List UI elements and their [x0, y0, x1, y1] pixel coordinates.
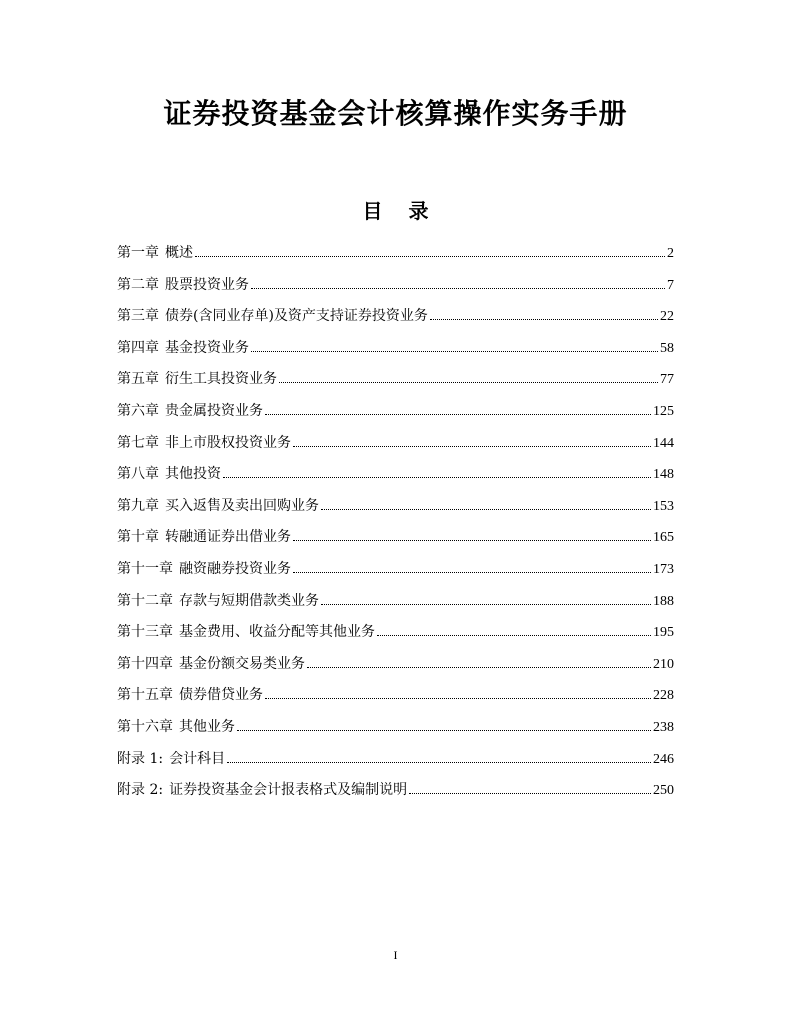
- toc-leader: [279, 382, 658, 383]
- toc-page: 77: [660, 372, 674, 388]
- toc-chapter: 第十三章: [117, 624, 173, 641]
- toc-leader: [223, 477, 651, 478]
- toc-title: 概述: [165, 245, 193, 261]
- toc-title: 债券(含同业存单)及资产支持证券投资业务: [165, 308, 428, 325]
- document-title: 证券投资基金会计核算操作实务手册: [163, 97, 628, 130]
- toc-page: 246: [653, 751, 674, 767]
- toc-title: 债券借贷业务: [179, 687, 263, 704]
- toc-chapter: 第三章: [117, 308, 159, 325]
- toc-title: 融资融券投资业务: [179, 560, 291, 577]
- toc-entry-7[interactable]: [117, 433, 674, 465]
- toc-title: 基金费用、收益分配等其他业务: [179, 624, 375, 641]
- page-number: I: [393, 948, 398, 962]
- toc-title: 证券投资基金会计报表格式及编制说明: [169, 782, 408, 799]
- toc-chapter: 第十章: [117, 529, 159, 546]
- toc-page: 195: [653, 625, 674, 641]
- toc-leader: [293, 572, 651, 573]
- toc-chapter: 第六章: [117, 402, 159, 419]
- toc-chapter: 第十二章: [117, 592, 173, 609]
- toc-chapter: 附录 1:: [117, 750, 164, 767]
- toc-title: 基金份额交易类业务: [179, 655, 305, 672]
- toc-page: 173: [653, 561, 674, 577]
- toc-title: 衍生工具投资业务: [165, 371, 277, 388]
- toc-chapter: 第七章: [117, 434, 159, 451]
- toc-chapter: 附录 2:: [117, 782, 164, 799]
- toc-entry-9[interactable]: [117, 496, 674, 528]
- toc-title: 基金投资业务: [165, 339, 249, 356]
- toc-chapter: 第九章: [117, 497, 159, 514]
- toc-leader: [251, 351, 658, 352]
- toc-leader: [237, 730, 651, 731]
- toc-title: 贵金属投资业务: [165, 402, 263, 419]
- toc-leader: [321, 604, 651, 605]
- toc-page: 165: [653, 530, 674, 546]
- toc-chapter: 第十五章: [117, 687, 173, 704]
- toc-page: 144: [653, 435, 674, 451]
- toc-title: 会计科目: [169, 750, 226, 767]
- toc-chapter: 第五章: [117, 371, 159, 388]
- toc-leader: [195, 256, 665, 257]
- toc-page: 188: [653, 593, 674, 609]
- toc-entry-2[interactable]: [117, 275, 674, 307]
- toc-title: 其他投资: [165, 466, 221, 483]
- toc-entry-10[interactable]: [117, 527, 674, 559]
- toc-entry-8[interactable]: [117, 464, 674, 496]
- toc-page: 228: [653, 688, 674, 704]
- toc-leader: [377, 635, 651, 636]
- toc-entry-6[interactable]: [117, 401, 674, 433]
- toc-title: 其他业务: [179, 718, 235, 735]
- toc-entry-4[interactable]: [117, 338, 674, 370]
- toc-list: [117, 243, 674, 812]
- toc-entry-11[interactable]: [117, 559, 674, 591]
- toc-leader: [430, 319, 658, 320]
- toc-leader: [307, 667, 651, 668]
- toc-page: 125: [653, 403, 674, 419]
- toc-leader: [293, 446, 651, 447]
- toc-entry-12[interactable]: [117, 591, 674, 623]
- toc-page: 7: [667, 277, 674, 293]
- toc-leader: [227, 762, 651, 763]
- toc-entry-appendix-1[interactable]: [117, 749, 674, 781]
- toc-entry-3[interactable]: [117, 306, 674, 338]
- toc-chapter: 第十一章: [117, 560, 173, 577]
- toc-leader: [321, 509, 651, 510]
- toc-entry-15[interactable]: [117, 685, 674, 717]
- toc-entry-13[interactable]: [117, 622, 674, 654]
- toc-page: 148: [653, 467, 674, 483]
- toc-leader: [265, 414, 651, 415]
- toc-chapter: 第八章: [117, 466, 159, 483]
- toc-leader: [409, 793, 651, 794]
- toc-page: 238: [653, 719, 674, 735]
- toc-entry-16[interactable]: [117, 717, 674, 749]
- toc-page: 58: [660, 340, 674, 356]
- toc-chapter: 第十六章: [117, 718, 173, 735]
- toc-entry-14[interactable]: [117, 654, 674, 686]
- toc-entry-1[interactable]: [117, 243, 674, 275]
- toc-page: 153: [653, 498, 674, 514]
- toc-page: 210: [653, 656, 674, 672]
- toc-title: 转融通证券出借业务: [165, 529, 291, 546]
- toc-heading-char-1: 目: [362, 199, 383, 223]
- toc-title: 非上市股权投资业务: [165, 434, 291, 451]
- toc-heading-char-2: 录: [408, 199, 429, 223]
- toc-chapter: 第二章: [117, 276, 159, 293]
- toc-page: 2: [667, 246, 674, 261]
- toc-chapter: 第一章: [117, 245, 159, 261]
- toc-title: 买入返售及卖出回购业务: [165, 497, 319, 514]
- toc-chapter: 第十四章: [117, 655, 173, 672]
- toc-leader: [293, 540, 651, 541]
- toc-leader: [251, 288, 665, 289]
- toc-entry-appendix-2[interactable]: [117, 780, 674, 812]
- toc-heading: [0, 195, 791, 224]
- toc-page: 22: [660, 309, 674, 325]
- toc-leader: [265, 698, 651, 699]
- toc-title: 股票投资业务: [165, 276, 249, 293]
- toc-entry-5[interactable]: [117, 369, 674, 401]
- toc-chapter: 第四章: [117, 339, 159, 356]
- toc-page: 250: [653, 783, 674, 799]
- toc-title: 存款与短期借款类业务: [179, 592, 319, 609]
